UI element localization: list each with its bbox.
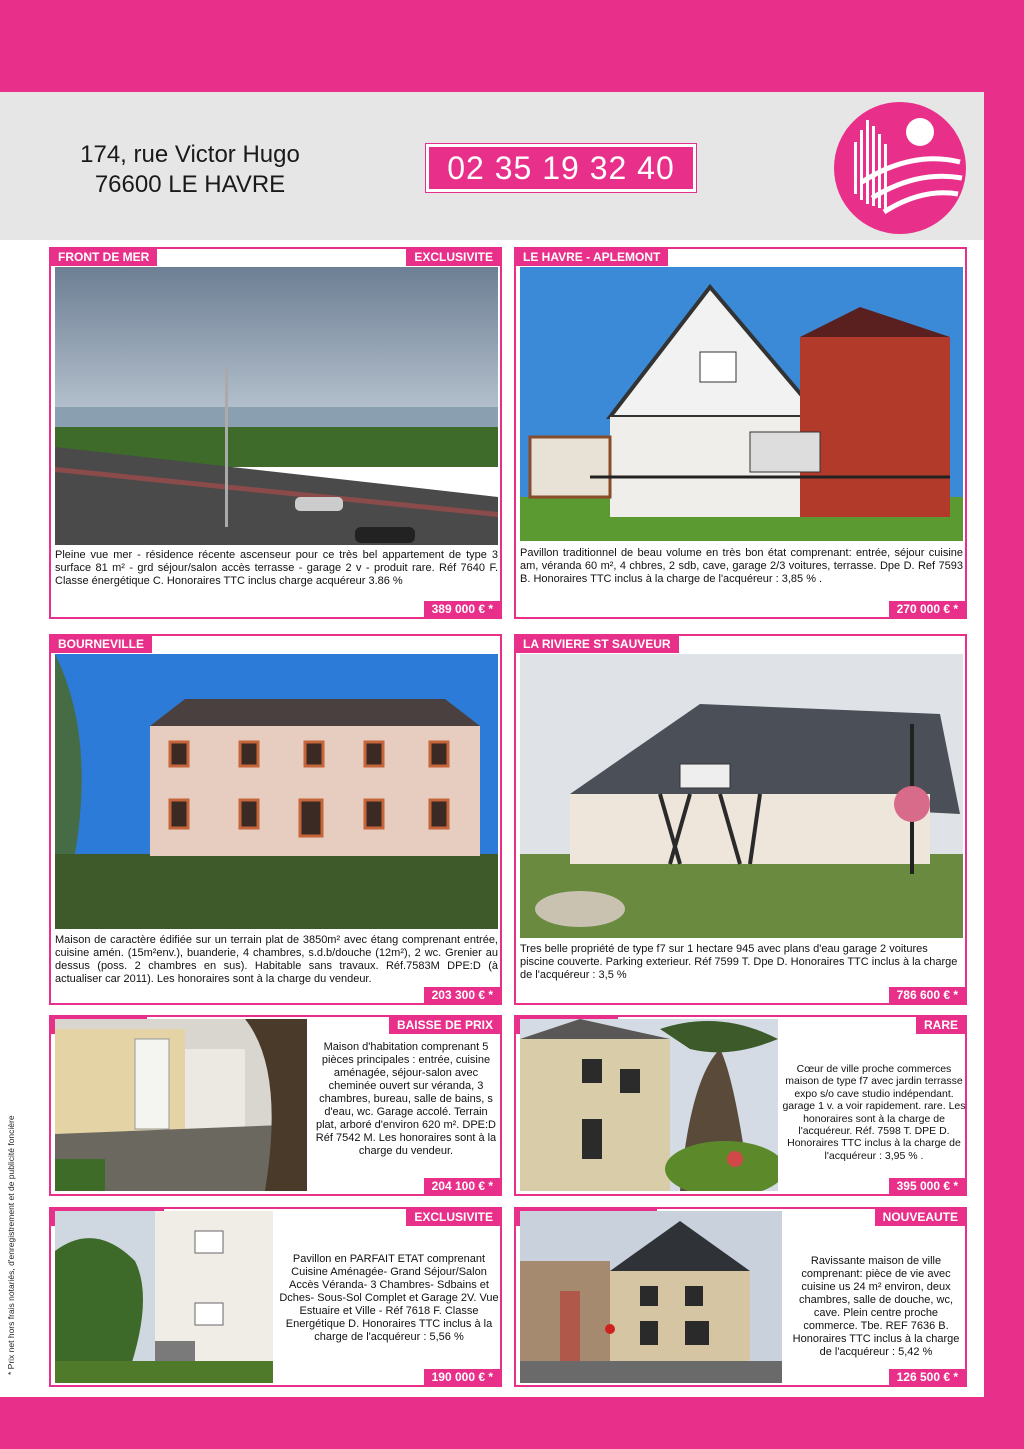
listing-price: 204 100 € * [424, 1178, 501, 1195]
listing-card[interactable] [49, 247, 502, 619]
listing-card[interactable] [49, 1207, 502, 1387]
listing-description: Maison d'habitation comprenant 5 pièces principales : entrée, cuisine aménagée, séjour-salon avec cheminée ouvert sur véranda, 3 chambres, bureau, salle de bains, s d'eau, wc. Garage accolé. Terrain plat, arboré d'environ 620 m². DPE:D Réf 7542 M. Les honoraires sont à la charge du vendeur. [315, 1041, 497, 1157]
listing-tag: EXCLUSIVITE [406, 1208, 501, 1226]
listing-photo[interactable] [55, 1211, 273, 1383]
listing-card[interactable] [49, 1015, 502, 1196]
listing-tag: BAISSE DE PRIX [389, 1016, 501, 1034]
listing-card[interactable] [49, 634, 502, 1005]
listing-photo[interactable] [55, 654, 498, 929]
listing-description: Tres belle propriété de type f7 sur 1 hectare 945 avec plans d'eau garage 2 voitures piscine couverte. Parking exterieur. Réf 7599 T. Dpe D. Honoraires TTC inclus à la charge de l'acquéreur : 3,5 % [520, 943, 958, 981]
listing-card[interactable] [514, 247, 967, 619]
listing-price: 203 300 € * [424, 987, 501, 1004]
listing-description: Pavillon traditionnel de beau volume en très bon état comprenant: entrée, séjour cuisine am, véranda 60 m², 4 chbres, 2 sdb, cave, garage 2/3 voitures, terrasse. Dpe D. Ref 7593 B. Honoraires TTC inclus à la charge de l'acquéreur : 3,85 % . [520, 547, 963, 585]
listing-location: FRONT DE MER [50, 248, 157, 266]
listing-price: 389 000 € * [424, 601, 501, 618]
listing-price: 270 000 € * [889, 601, 966, 618]
listing-photo[interactable] [520, 654, 963, 938]
listing-photo[interactable] [520, 1211, 782, 1383]
listing-photo[interactable] [55, 1019, 307, 1191]
listing-description: Pavillon en PARFAIT ETAT comprenant Cuisine Aménagée- Grand Séjour/Salon Accès Véranda- 3 Chambres- Sdbains et Dches- Sous-Sol Complet et Garage 2V. Vue Estuaire et Ville - Réf 7618 F. Classe Energétique D. Honoraires TTC inclus à la charge de l'acquéreur : 5,56 % [279, 1253, 499, 1343]
listing-description: Ravissante maison de ville comprenant: pièce de vie avec cuisine us 24 m² environ, deux chambres, salle de douche, wc, cave. Plein centre proche commerce. Tbe. REF 7636 B. Honoraires TTC inclus à la charge de l'acquéreur : 5,42 % [792, 1255, 960, 1358]
listing-location: LA RIVIERE ST SAUVEUR [515, 635, 679, 653]
agency-address [60, 140, 320, 200]
listing-photo[interactable] [520, 1019, 778, 1191]
listing-description: Maison de caractère édifiée sur un terrain plat de 3850m² avec étang comprenant entrée, cuisine amén. (15m²env.), buanderie, 4 chambres, s.d.b/douche (12m²), 2 wc. Grenier au dessus (poss. 2 chambres en sus). Habitable sans travaux. Réf.7583M DPE:D (à actualiser car 2011). Les honoraires sont à la charge du vendeur. [55, 934, 498, 985]
listing-location: BOURNEVILLE [50, 635, 152, 653]
address-city: 76600 LE HAVRE [94, 171, 286, 198]
listing-description: Pleine vue mer - résidence récente ascenseur pour ce très bel appartement de type 3 surface 81 m² - grd séjour/salon accès terrasse - garage 2 v - produit rare. Réf 7640 F. Classe énergétique C. Honoraires TTC inclus charge acquéreur 3.86 % [55, 549, 498, 587]
agency-logo [832, 100, 968, 236]
listing-description: Cœur de ville proche commerces maison de type f7 avec jardin terrasse expo s/o cave studio indépendant. garage 1 v. a voir rapidement. rare. Les honoraires sont à la charge de l'acquéreur. Réf. 7598 T. DPE D. Honoraires TTC inclus à la charge de l'acquéreur : 3,95 % . [782, 1063, 966, 1162]
listing-photo[interactable] [55, 267, 498, 545]
listing-price: 126 500 € * [889, 1369, 966, 1386]
address-street: 174, rue Victor Hugo [80, 141, 300, 168]
listing-price: 786 600 € * [889, 987, 966, 1004]
listing-photo[interactable] [520, 267, 963, 541]
listing-location: LE HAVRE - APLEMONT [515, 248, 668, 266]
listing-price: 395 000 € * [889, 1178, 966, 1195]
listing-tag: NOUVEAUTE [875, 1208, 966, 1226]
listing-price: 190 000 € * [424, 1369, 501, 1386]
listing-card[interactable] [514, 634, 967, 1005]
listing-card[interactable] [514, 1207, 967, 1387]
listing-card[interactable] [514, 1015, 967, 1196]
price-footnote: * Prix net hors frais notariés, d'enregistrement et de publicité foncière [6, 1115, 16, 1375]
listing-tag: EXCLUSIVITE [406, 248, 501, 266]
agency-header [0, 92, 984, 240]
agency-phone[interactable]: 02 35 19 32 40 [426, 144, 696, 192]
listing-tag: RARE [916, 1016, 966, 1034]
